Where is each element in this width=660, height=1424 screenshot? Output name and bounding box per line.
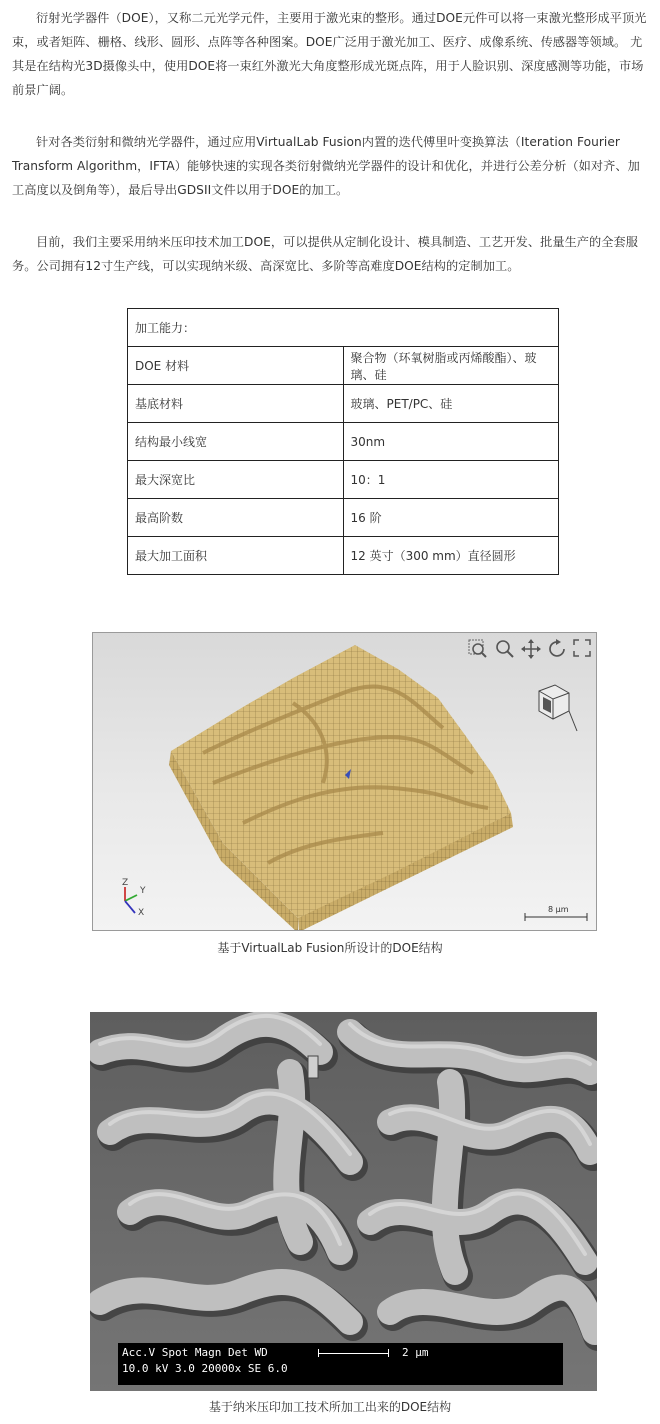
capability-table: [127, 308, 559, 575]
sem-scale-line: [318, 1353, 388, 1354]
table-row: [128, 347, 559, 385]
doe-3d-viewer[interactable]: [92, 632, 597, 931]
axis-label-y: Y: [140, 886, 146, 896]
axis-label-x: X: [138, 908, 145, 918]
sem-scale-tick-right: [388, 1349, 389, 1357]
row-key: 最大加工面积: [128, 537, 344, 575]
fit-icon[interactable]: [574, 640, 590, 656]
row-value: 16 阶: [343, 499, 559, 537]
figure2-caption: 基于纳米压印加工技术所加工出来的DOE结构: [208, 1400, 452, 1414]
row-key: 最高阶数: [128, 499, 344, 537]
table-row: [128, 461, 559, 499]
sem-scale-label: 2 µm: [402, 1346, 429, 1359]
zoom-icon[interactable]: [497, 641, 513, 657]
pan-icon[interactable]: [521, 639, 541, 659]
sem-image: [90, 1012, 597, 1391]
table-row: [128, 537, 559, 575]
paragraph-nanoimprint: 目前，我们主要采用纳米压印技术加工DOE，可以提供从定制化设计、模具制造、工艺开发、批量生产的全套服务。公司拥有12寸生产线，可以实现纳米级、高深宽比、多阶等高难度DOE结构的定制加工。: [12, 235, 638, 273]
row-key: 基底材料: [128, 385, 344, 423]
rotate-icon[interactable]: [550, 639, 564, 656]
sem-info-bar: [118, 1343, 563, 1385]
table-header: 加工能力：: [128, 309, 559, 347]
table-row: [128, 385, 559, 423]
row-value: 10：1: [343, 461, 559, 499]
row-key: DOE 材料: [128, 347, 344, 385]
sem-pattern: [90, 1012, 597, 1391]
table-row: [128, 423, 559, 461]
row-value: 30nm: [343, 423, 559, 461]
row-key: 结构最小线宽: [128, 423, 344, 461]
paragraph-virtuallab: 针对各类衍射和微纳光学器件，通过应用VirtualLab Fusion内置的迭代傅里叶变换算法（Iteration Fourier Transform Algorithm，IFTA）能够快速的实现各类衍射微纳光学器件的设计和优化，并进行公差分析（如对齐、加工高度以及倒角等），最后导出GDSII文件以用于DOE的加工。: [12, 135, 640, 197]
scale-bar: [525, 905, 587, 921]
figure1-caption: 基于VirtualLab Fusion所设计的DOE结构: [217, 941, 443, 955]
orientation-cube-icon[interactable]: [539, 685, 577, 731]
sem-header-labels: Acc.V Spot Magn Det WD: [122, 1346, 268, 1359]
row-value: 玻璃、PET/PC、硅: [343, 385, 559, 423]
axis-triad-icon: [122, 878, 146, 918]
sem-header-values: 10.0 kV 3.0 20000x SE 6.0: [122, 1362, 288, 1375]
table-row: [128, 499, 559, 537]
doe-3d-render: [93, 633, 597, 931]
sem-scale-tick-left: [318, 1349, 319, 1357]
zoom-region-icon[interactable]: [469, 640, 486, 657]
scale-bar-label: 8 µm: [548, 905, 569, 914]
row-value: 12 英寸（300 mm）直径圆形: [343, 537, 559, 575]
intro-paragraph-doe: 衍射光学器件（DOE），又称二元光学元件，主要用于激光束的整形。通过DOE元件可以将一束激光整形成平顶光束，或者矩阵、栅格、线形、圆形、点阵等各种图案。DOE广泛用于激光加工、医疗、成像系统、传感器等领域。 尤其是在结构光3D摄像头中，使用DOE将一束红外激光大角度整形成光斑点阵，用于人脸识别、深度感测等功能，市场前景广阔。: [12, 11, 647, 97]
axis-label-z: Z: [122, 878, 129, 888]
row-value: 聚合物（环氧树脂或丙烯酸酯）、玻璃、硅: [343, 347, 559, 385]
row-key: 最大深宽比: [128, 461, 344, 499]
table-header-row: [128, 309, 559, 347]
